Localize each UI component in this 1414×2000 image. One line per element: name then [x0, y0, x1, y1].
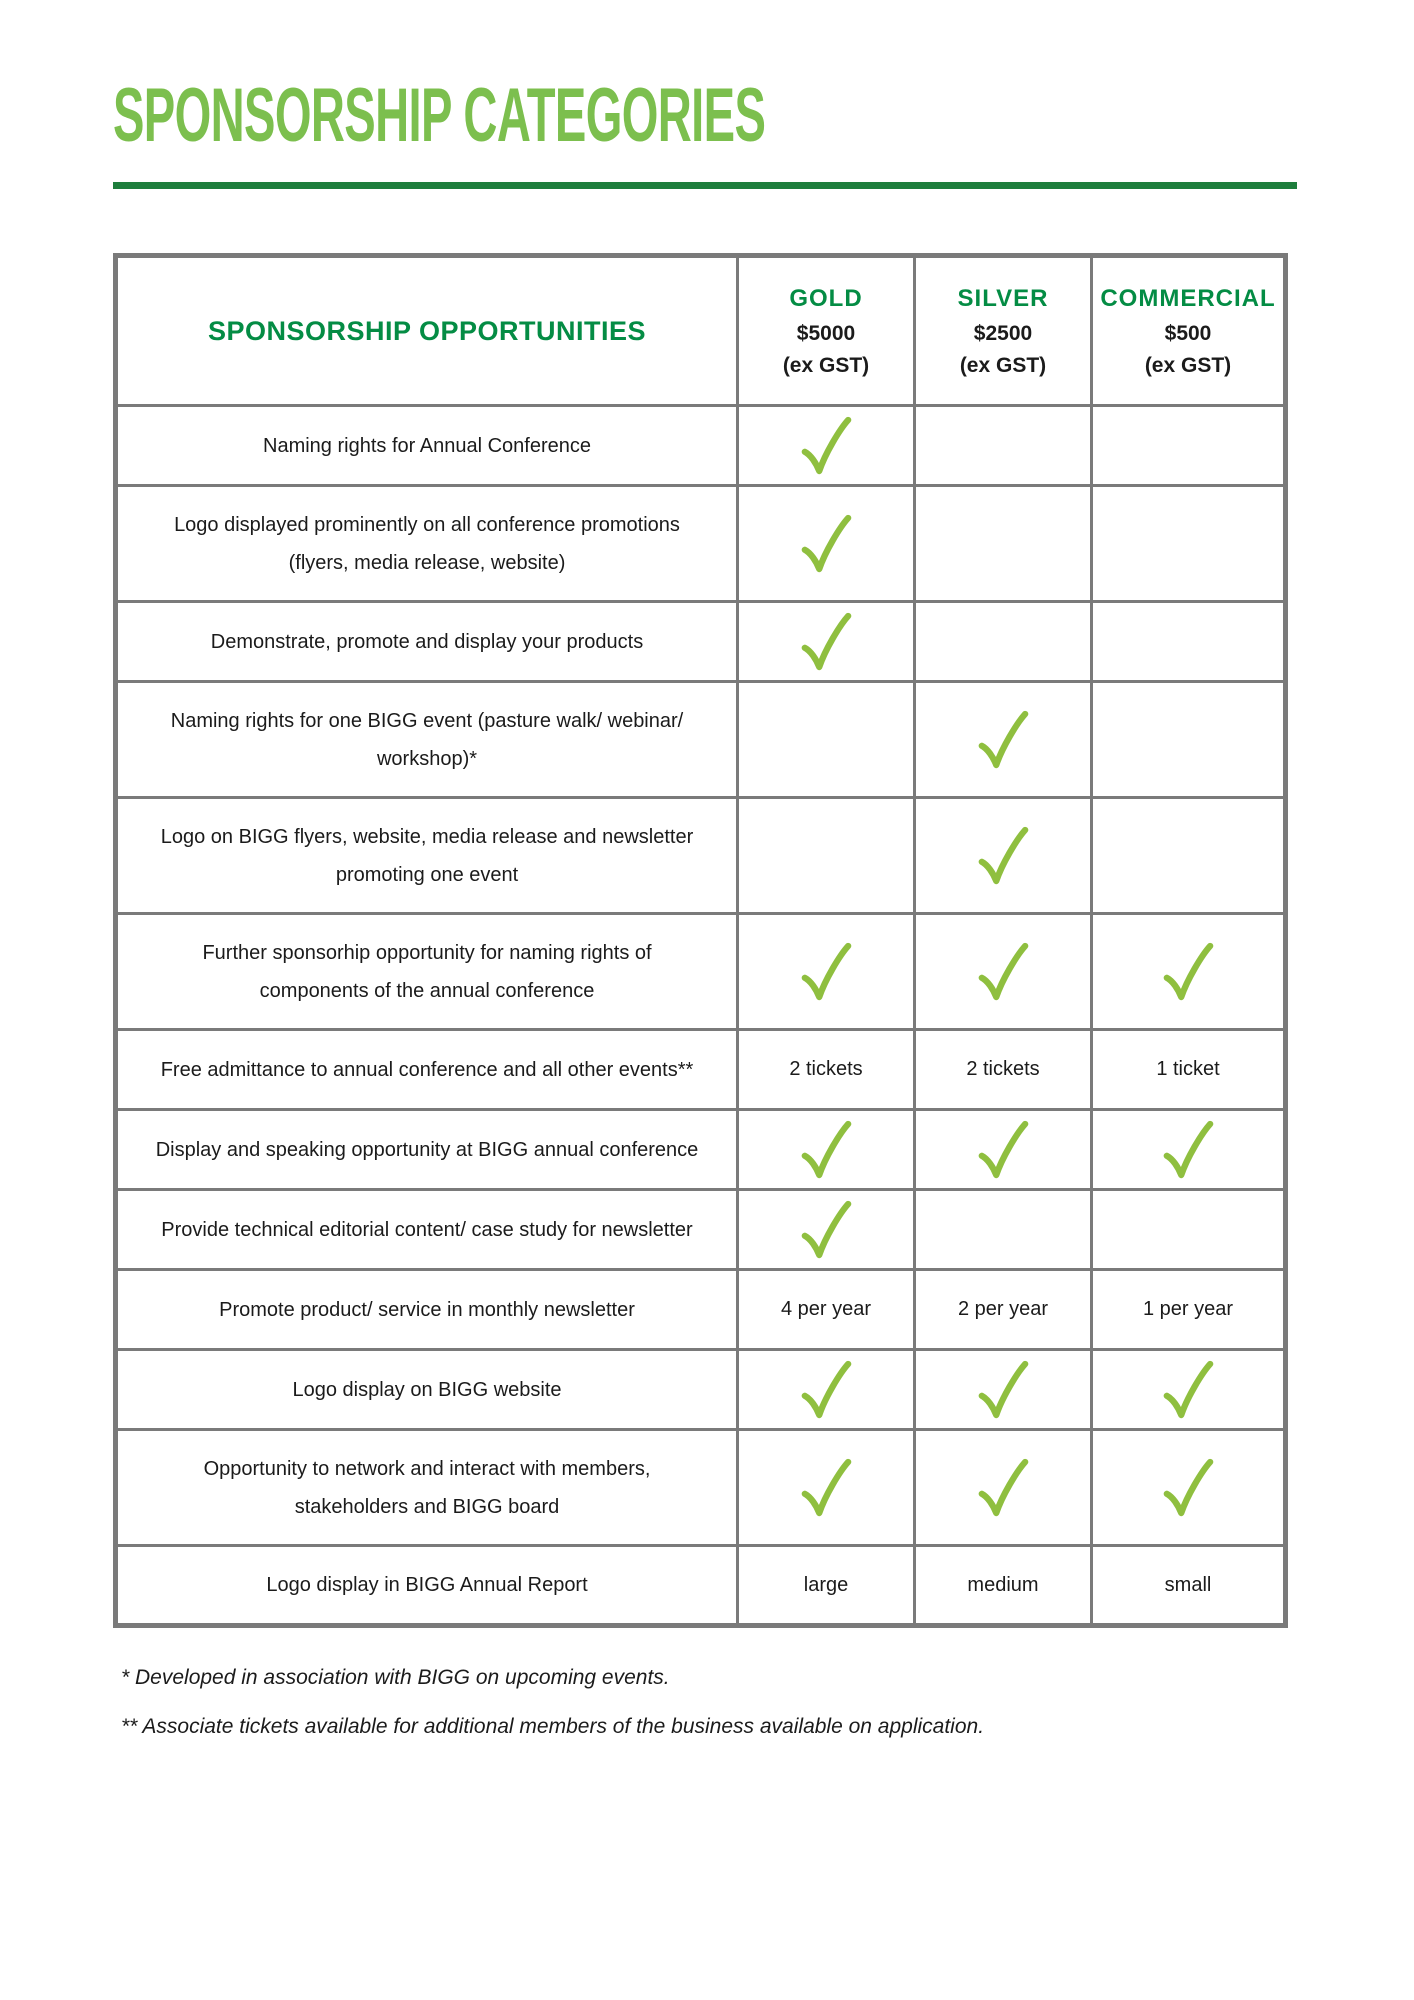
gold-column-price: $5000 [796, 321, 856, 345]
footnote-double-asterisk: ** Associate tickets available for additional members of the business available on application. [121, 1715, 985, 1739]
check-icon [799, 415, 853, 477]
gold-check-cell [738, 1430, 915, 1546]
commercial-empty-cell [1092, 798, 1286, 914]
commercial-empty-cell [1092, 406, 1286, 486]
page-title: SPONSORSHIP CATEGORIES [113, 73, 766, 158]
silver-check-cell [915, 682, 1092, 798]
table-row [116, 1430, 1286, 1546]
footnotes [113, 1664, 1414, 1741]
gold-check-cell [738, 602, 915, 682]
silver-value-cell: 2 per year [915, 1270, 1092, 1350]
silver-column-gst-note: (ex GST) [959, 353, 1047, 377]
table-row [116, 1110, 1286, 1190]
row-label-cell: Further sponsorhip opportunity for naming rights of components of the annual conference [116, 914, 738, 1030]
silver-column-header [915, 256, 1092, 406]
row-label-cell: Promote product/ service in monthly newsletter [116, 1270, 738, 1350]
row-label-cell: Logo displayed prominently on all conference promotions (flyers, media release, website) [116, 486, 738, 602]
silver-empty-cell [915, 602, 1092, 682]
opportunities-header-label: SPONSORSHIP OPPORTUNITIES [207, 315, 647, 346]
commercial-check-cell [1092, 1430, 1286, 1546]
check-icon [1161, 1359, 1215, 1421]
silver-column-price: $2500 [973, 321, 1033, 345]
sponsorship-table [113, 253, 1288, 1628]
row-label-cell: Naming rights for Annual Conference [116, 406, 738, 486]
row-label-cell: Opportunity to network and interact with members, stakeholders and BIGG board [116, 1430, 738, 1546]
commercial-value-cell: 1 per year [1092, 1270, 1286, 1350]
table-row [116, 406, 1286, 486]
check-icon [799, 1119, 853, 1181]
gold-empty-cell [738, 682, 915, 798]
silver-check-cell [915, 798, 1092, 914]
gold-check-cell [738, 1110, 915, 1190]
check-icon [976, 1359, 1030, 1421]
footnote-asterisk: * Developed in association with BIGG on upcoming events. [121, 1666, 670, 1689]
title-divider [113, 182, 1297, 189]
row-label-cell: Free admittance to annual conference and all other events** [116, 1030, 738, 1110]
commercial-empty-cell [1092, 602, 1286, 682]
gold-value-cell: 4 per year [738, 1270, 915, 1350]
commercial-empty-cell [1092, 1190, 1286, 1270]
silver-empty-cell [915, 1190, 1092, 1270]
commercial-column-title: COMMERCIAL [1100, 284, 1276, 312]
silver-empty-cell [915, 486, 1092, 602]
table-header-row [116, 256, 1286, 406]
gold-column-header [738, 256, 915, 406]
commercial-check-cell [1092, 1110, 1286, 1190]
gold-value-cell: 2 tickets [738, 1030, 915, 1110]
table-row [116, 1350, 1286, 1430]
gold-check-cell [738, 1350, 915, 1430]
gold-check-cell [738, 406, 915, 486]
gold-column-title: GOLD [789, 284, 863, 312]
commercial-check-cell [1092, 914, 1286, 1030]
row-label-cell: Demonstrate, promote and display your products [116, 602, 738, 682]
row-label-cell: Provide technical editorial content/ case study for newsletter [116, 1190, 738, 1270]
table-row [116, 1546, 1286, 1626]
silver-empty-cell [915, 406, 1092, 486]
gold-column-gst-note: (ex GST) [782, 353, 870, 377]
check-icon [976, 709, 1030, 771]
check-icon [799, 513, 853, 575]
check-icon [976, 941, 1030, 1003]
gold-value-cell: large [738, 1546, 915, 1626]
silver-check-cell [915, 1350, 1092, 1430]
table-row [116, 1270, 1286, 1350]
row-label-cell: Logo on BIGG flyers, website, media release and newsletter promoting one event [116, 798, 738, 914]
gold-check-cell [738, 1190, 915, 1270]
silver-column-title: SILVER [957, 284, 1049, 312]
table-row [116, 682, 1286, 798]
silver-check-cell [915, 1110, 1092, 1190]
check-icon [799, 1199, 853, 1261]
table-row [116, 486, 1286, 602]
silver-check-cell [915, 1430, 1092, 1546]
gold-check-cell [738, 914, 915, 1030]
row-label-cell: Logo display on BIGG website [116, 1350, 738, 1430]
table-row [116, 602, 1286, 682]
check-icon [1161, 1119, 1215, 1181]
silver-value-cell: 2 tickets [915, 1030, 1092, 1110]
table-row [116, 1030, 1286, 1110]
row-label-cell: Naming rights for one BIGG event (pasture walk/ webinar/ workshop)* [116, 682, 738, 798]
table-row [116, 914, 1286, 1030]
check-icon [976, 825, 1030, 887]
check-icon [976, 1457, 1030, 1519]
commercial-empty-cell [1092, 682, 1286, 798]
check-icon [976, 1119, 1030, 1181]
commercial-column-gst-note: (ex GST) [1144, 353, 1232, 377]
check-icon [799, 611, 853, 673]
commercial-check-cell [1092, 1350, 1286, 1430]
row-label-cell: Logo display in BIGG Annual Report [116, 1546, 738, 1626]
row-label-cell: Display and speaking opportunity at BIGG annual conference [116, 1110, 738, 1190]
check-icon [799, 1359, 853, 1421]
sponsorship-table-body [116, 406, 1286, 1626]
check-icon [799, 941, 853, 1003]
commercial-empty-cell [1092, 486, 1286, 602]
commercial-column-price: $500 [1164, 321, 1212, 345]
commercial-value-cell: 1 ticket [1092, 1030, 1286, 1110]
gold-check-cell [738, 486, 915, 602]
table-row [116, 1190, 1286, 1270]
check-icon [1161, 941, 1215, 1003]
opportunities-header-cell [116, 256, 738, 406]
commercial-value-cell: small [1092, 1546, 1286, 1626]
silver-value-cell: medium [915, 1546, 1092, 1626]
check-icon [1161, 1457, 1215, 1519]
commercial-column-header [1092, 256, 1286, 406]
silver-check-cell [915, 914, 1092, 1030]
gold-empty-cell [738, 798, 915, 914]
table-row [116, 798, 1286, 914]
check-icon [799, 1457, 853, 1519]
